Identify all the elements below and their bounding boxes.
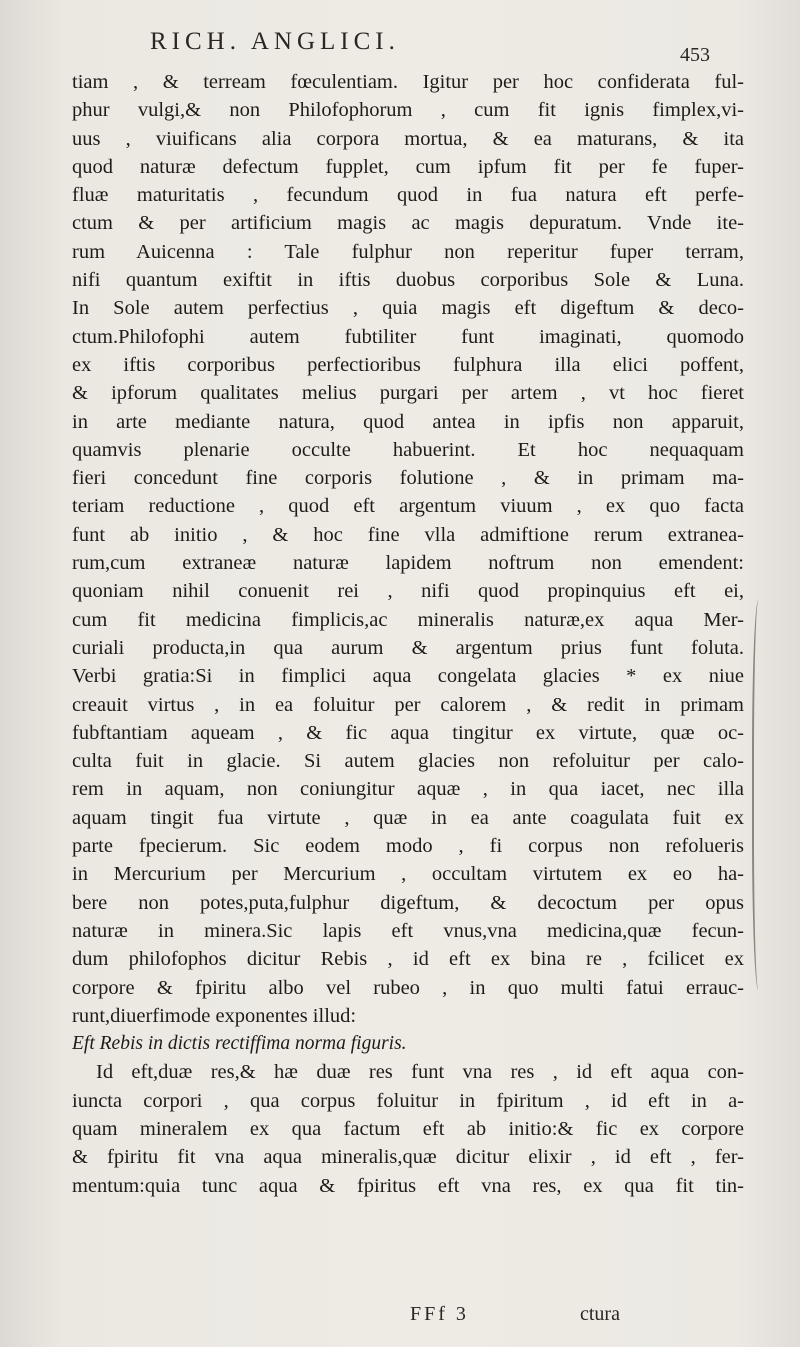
text-line: aquam tingit fua virtute , quæ in ea ante coagulata fuit ex bbox=[72, 806, 744, 829]
text-line: in arte mediante natura, quod antea in ipfis non apparuit, bbox=[72, 410, 744, 433]
text-line: bere non potes,puta,fulphur digeftum, & decoctum per opus bbox=[72, 891, 744, 914]
text-line: in Mercurium per Mercurium , occultam virtutem ex eo ha- bbox=[72, 863, 744, 886]
text-line: ctum & per artificium magis ac magis depuratum. Vnde ite- bbox=[72, 212, 744, 235]
text-line: ex iftis corporibus perfectioribus fulphura illa elici poffent, bbox=[72, 353, 744, 376]
text-line: uus , viuificans alia corpora mortua, & ea maturans, & ita bbox=[72, 127, 744, 150]
margin-bracket bbox=[752, 600, 768, 990]
text-line: quod naturæ defectum fupplet, cum ipfum fit per fe fuper- bbox=[72, 155, 744, 178]
verse-heading: Eft Rebis in dictis rectiffima norma figuris. bbox=[72, 1033, 407, 1055]
text-line: curiali producta,in qua aurum & argentum prius funt foluta. bbox=[72, 636, 744, 659]
page-number: 453 bbox=[680, 44, 710, 66]
text-line: quam mineralem ex qua factum eft ab initio:& fic ex corpore bbox=[72, 1117, 744, 1140]
text-line: quoniam nihil conuenit rei , nifi quod propinquius eft ei, bbox=[72, 580, 744, 603]
signature-mark: FFf 3 bbox=[410, 1303, 469, 1325]
text-line: mentum:quia tunc aqua & fpiritus eft vna res, ex qua fit tin- bbox=[72, 1174, 744, 1197]
text-block bbox=[72, 68, 744, 1200]
text-line: rem in aquam, non coniungitur aquæ , in qua iacet, nec illa bbox=[72, 778, 744, 801]
text-line: teriam reductione , quod eft argentum viuum , ex quo facta bbox=[72, 495, 744, 518]
text-line: quamvis plenarie occulte habuerint. Et hoc nequaquam bbox=[72, 438, 744, 461]
text-line: funt ab initio , & hoc fine vlla admiftione rerum extranea- bbox=[72, 523, 744, 546]
text-line: In Sole autem perfectius , quia magis eft digeftum & deco- bbox=[72, 297, 744, 320]
text-line: fubftantiam aqueam , & fic aqua tingitur ex virtute, quæ oc- bbox=[72, 721, 744, 744]
text-line: dum philofophos dicitur Rebis , id eft ex bina re , fcilicet ex bbox=[72, 948, 744, 971]
catchword: ctura bbox=[580, 1303, 620, 1325]
text-line: runt,diuerfimode exponentes illud: bbox=[72, 1004, 357, 1027]
text-line: Verbi gratia:Si in fimplici aqua congelata glacies * ex niue bbox=[72, 665, 744, 688]
text-line: rum Auicenna : Tale fulphur non reperitur fuper terram, bbox=[72, 240, 744, 263]
text-line: corpore & fpiritu albo vel rubeo , in quo multi fatui errauc- bbox=[72, 976, 744, 999]
text-line: nifi quantum exiftit in iftis duobus corporibus Sole & Luna. bbox=[72, 269, 744, 292]
text-line: & fpiritu fit vna aqua mineralis,quæ dicitur elixir , id eft , fer- bbox=[72, 1146, 744, 1169]
text-line: Id eft,duæ res,& hæ duæ res funt vna res , id eft aqua con- bbox=[96, 1061, 744, 1084]
text-line: & ipforum qualitates melius purgari per artem , vt hoc fieret bbox=[72, 382, 744, 405]
text-line: iuncta corpori , qua corpus foluitur in fpiritum , id eft in a- bbox=[72, 1089, 744, 1112]
text-line: fieri concedunt fine corporis folutione , & in primam ma- bbox=[72, 467, 744, 490]
text-line: fluæ maturitatis , fecundum quod in fua natura eft perfe- bbox=[72, 184, 744, 207]
text-line: parte fpecierum. Sic eodem modo , fi corpus non refolueris bbox=[72, 835, 744, 858]
text-line: phur vulgi,& non Philofophorum , cum fit ignis fimplex,vi- bbox=[72, 99, 744, 122]
text-line: naturæ in minera.Sic lapis eft vnus,vna medicina,quæ fecun- bbox=[72, 919, 744, 942]
text-line: ctum.Philofophi autem fubtiliter funt imaginati, quomodo bbox=[72, 325, 744, 348]
text-line: tiam , & terream fœculentiam. Igitur per hoc confiderata ful- bbox=[72, 71, 744, 93]
text-line: cum fit medicina fimplicis,ac mineralis naturæ,ex aqua Mer- bbox=[72, 608, 744, 631]
text-line: culta fuit in glacie. Si autem glacies non refoluitur per calo- bbox=[72, 750, 744, 773]
running-title: RICH. ANGLICI. bbox=[150, 28, 400, 55]
text-line: rum,cum extraneæ naturæ lapidem noftrum non emendent: bbox=[72, 552, 744, 575]
text-line: creauit virtus , in ea foluitur per calorem , & redit in primam bbox=[72, 693, 744, 716]
